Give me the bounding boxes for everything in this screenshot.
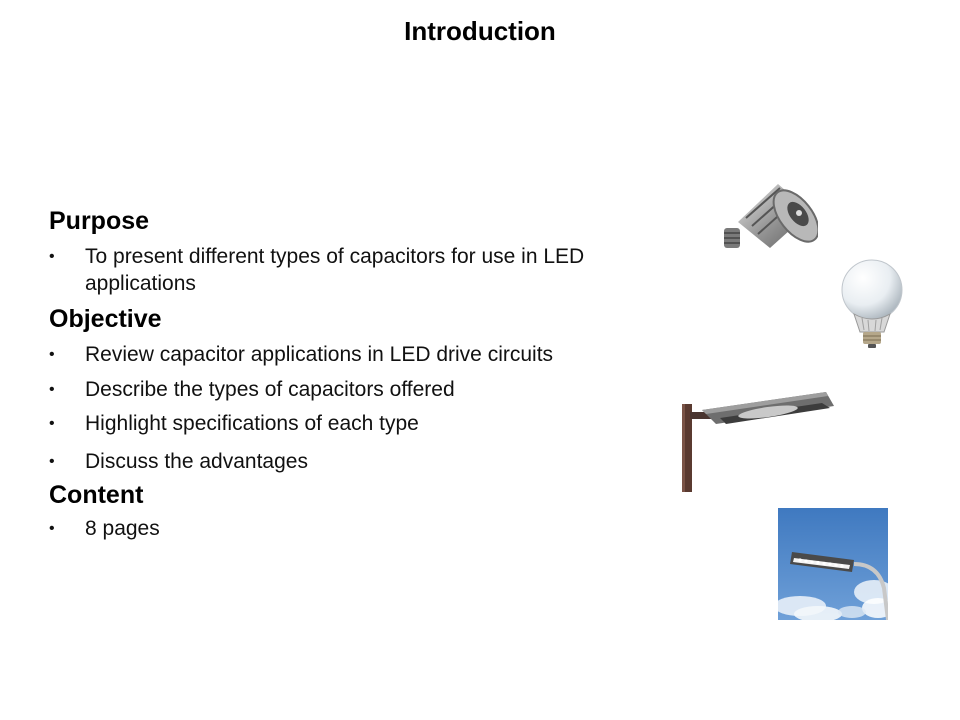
list-item <box>49 410 699 437</box>
content-heading: Content <box>49 481 144 509</box>
list-item <box>49 341 699 368</box>
slide-content <box>49 203 699 542</box>
led-spotlight-bulb-icon <box>718 172 818 256</box>
list-item-text: Highlight specifications of each type <box>85 412 419 435</box>
purpose-heading: Purpose <box>49 207 150 235</box>
bullet-icon: • <box>49 520 55 537</box>
bullet-icon: • <box>49 346 55 363</box>
list-item-text: Describe the types of capacitors offered <box>85 378 455 401</box>
bullet-icon: • <box>49 381 55 398</box>
list-item <box>49 448 699 475</box>
list-item-text: 8 pages <box>85 517 160 540</box>
content-list <box>49 515 699 542</box>
list-item-text: Discuss the advantages <box>85 450 308 473</box>
bullet-icon: • <box>49 248 55 265</box>
list-item <box>49 376 699 403</box>
list-item <box>49 243 689 297</box>
purpose-list <box>49 243 699 297</box>
list-item-text: Review capacitor applications in LED drive circuits <box>85 343 554 366</box>
bullet-icon: • <box>49 415 55 432</box>
slide-title: Introduction <box>404 16 556 46</box>
led-streetlight-pole-icon <box>676 388 838 494</box>
list-item-text: To present different types of capacitors for use in LED applications <box>85 245 585 295</box>
objective-list <box>49 341 699 475</box>
objective-heading: Objective <box>49 305 162 333</box>
list-item <box>49 515 699 542</box>
bullet-icon: • <box>49 453 55 470</box>
led-globe-bulb-icon <box>836 258 908 350</box>
led-streetlight-sky-photo <box>778 508 890 620</box>
